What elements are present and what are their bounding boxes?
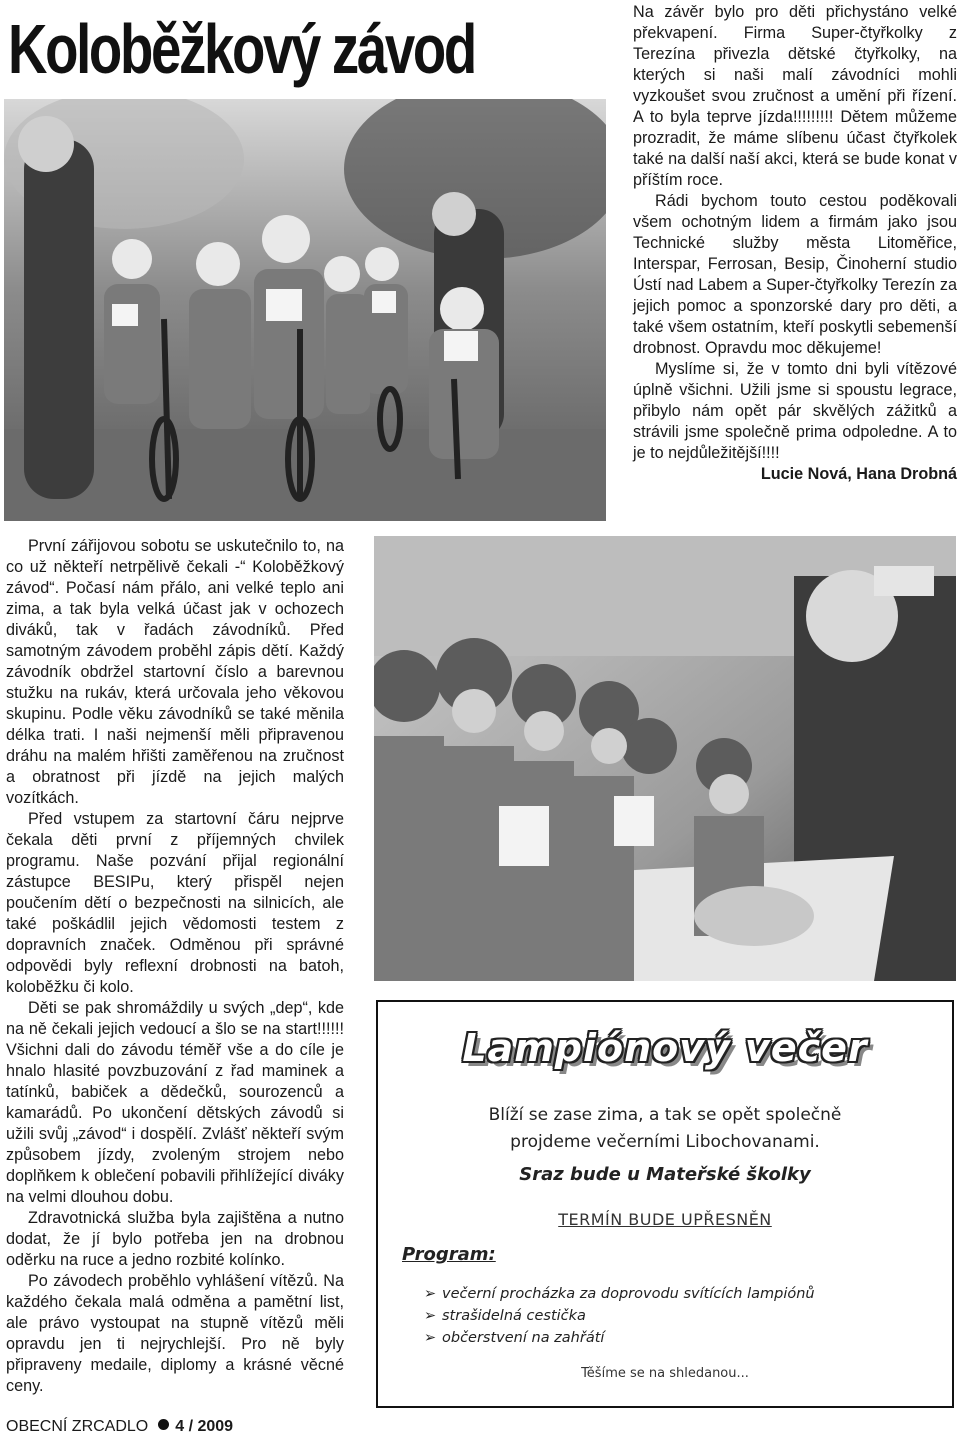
poster-title: Lampiónový večer (462, 1026, 868, 1070)
poster-program-list (424, 1283, 815, 1349)
paragraph: Na závěr bylo pro děti přichystáno velké překvapení. Firma Super-čtyřkolky z Terezína přivezla dětské čtyřkolky, na kterých si naši malí závodníci mohli vyzkoušet svou zručnost a umění při řízení. A to byla teprve jízda!!!!!!!!! Dětem můžeme prozradit, že máme slíbenu účast čtyřkolek také na další naší akci, která se bude konat v příštím roce. (633, 3, 957, 189)
lantern-evening-poster (376, 1000, 954, 1408)
paragraph: První zářijovou sobotu se uskutečnilo to, na co už někteří netrpělivě čekali -“ Koloběžkový závod“. Počasí nám přálo, ani velké teplo ani zima, a tak byla velká účast jak v ochozech diváků, tak v řadách závodníků. Před samotným závodem proběhl zápis dětí. Každý závodník obdržel startovní číslo a barevnou stužku na rukáv, která určovala jeho věkovou skupinu. Podle věku závodníků se také měnila délka trati. I naši nejmenší měli připravenou dráhu na malém hřišti zaměřenou na zručnost a obratnost při jízdě na jejich malých vozítkách. (6, 537, 344, 807)
paragraph: Před vstupem za startovní čáru nejprve čekala děti první z příjemných chvilek programu. Naše pozvání přijal regionální zástupce BESIPu, který přispěl nejen poučením dětí o bezpečnosti na silnicích, ale také poškádlil jejich vědomosti testem z dopravních značek. Odměnou při správné odpovědi byly reflexní drobnosti na batoh, koloběžku či kolo. (6, 810, 344, 996)
arrow-bullet-icon: ➢ (424, 1330, 437, 1346)
poster-subtitle-line: Blíží se zase zima, a tak se opět společně (488, 1105, 842, 1125)
program-item-label: strašidelná cestička (442, 1308, 586, 1324)
poster-subtitle (378, 1102, 952, 1156)
publication-name: OBECNÍ ZRCADLO (6, 1418, 149, 1435)
arrow-bullet-icon: ➢ (424, 1308, 437, 1324)
photo-children-on-scooters (4, 99, 606, 521)
bullet-dot-icon (158, 1419, 169, 1430)
paragraph: Myslíme si, že v tomto dni byli vítězové úplně všichni. Užili jsme si spoustu legrace, přibylo nám opět pár skvělých zážitků a strávili jsme společně prima odpoledne. A to je to nejdůležitější!!!! (633, 360, 957, 462)
article-authors: Lucie Nová, Hana Drobná (760, 465, 957, 483)
list-item (424, 1305, 815, 1327)
poster-meeting-place: Sraz bude u Mateřské školky (519, 1164, 811, 1185)
right-article-column (633, 2, 957, 485)
poster-program-label: Program: (402, 1244, 496, 1265)
page-footer (6, 1418, 233, 1436)
poster-closing: Těšíme se na shledanou... (581, 1366, 749, 1381)
program-item-label: občerstvení na zahřátí (442, 1330, 605, 1346)
list-item (424, 1283, 815, 1305)
arrow-bullet-icon: ➢ (424, 1286, 437, 1302)
program-item-label: večerní procházka za doprovodu svítících lampiónů (442, 1286, 815, 1302)
poster-subtitle-line: projdeme večerními Libochovanami. (510, 1132, 820, 1152)
article-headline: Koloběžkový závod (8, 10, 475, 88)
list-item (424, 1327, 815, 1349)
issue-number: 4 / 2009 (175, 1418, 234, 1435)
photo-children-at-table (374, 536, 956, 981)
paragraph: Děti se pak shromáždily u svých „dep“, kde na ně čekali jejich vedoucí a šlo se na start!!!!!! Všichni dali do závodu téměř vše a do cíle je hnalo hlasité povzbuzování z řad maminek a tatínků, babiček a dědečků, sourozenců a kamarádů. Po ukončení dětských závodů si užili svůj „závod“ i dospělí. Zvlášť někteří svým způsobem jízdy, zvoleným strojem nebo doplňkem k oblečení pobavili přihlížející diváky na velmi dlouhou dobu. (6, 999, 344, 1206)
paragraph: Rádi bychom touto cestou poděkovali všem ochotným lidem a firmám jako jsou Technické služby města Litoměřice, Interspar, Ferrosan, Besip, Činoherní studio Ústí nad Labem a Super-čtyřkolky Terezín za jejich pomoc a sponzorské dary pro děti, a také všem ostatním, kteří poskytli sebemenší drobnost. Opravdu moc děkujeme! (633, 192, 957, 357)
paragraph: Po závodech proběhlo vyhlášení vítězů. Na každého čekala malá odměna a pamětní list, ale právo vystoupat na stupně vítězů měli opravdu jen ti nejrychlejší. Pro ně byly připraveny medaile, diplomy a krásné věcné ceny. (6, 1272, 344, 1395)
paragraph: Zdravotnická služba byla zajištěna a nutno dodat, že jí bylo potřeba jen na drobnou oděrku na ruce a jedno rozbité kolínko. (6, 1209, 344, 1269)
left-article-column (6, 536, 344, 1397)
poster-date-note: TERMÍN BUDE UPŘESNĚN (558, 1210, 772, 1229)
